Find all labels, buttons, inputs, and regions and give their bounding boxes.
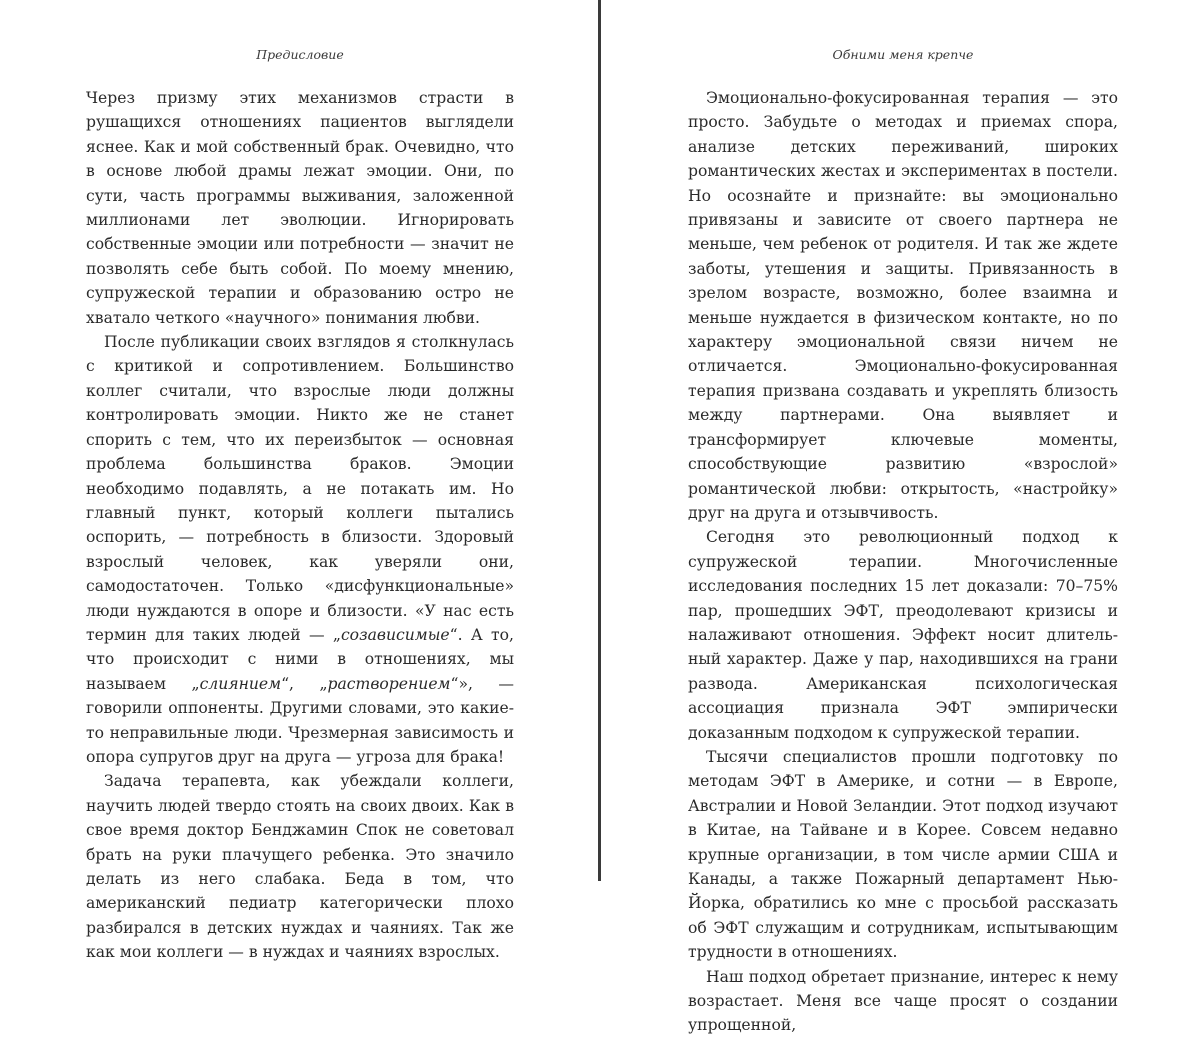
text-run: “», — говорили оппоненты. Другими словами, это какие-то неправильные люди. Чрезмерная зависимость и опора супругов друг на друга — угроза для брака! <box>86 674 514 766</box>
italic-text-run: слиянием <box>199 674 282 693</box>
paragraph <box>86 769 514 964</box>
text-run: “. А то, что происходит с ними в отношениях, мы называем „ <box>86 625 514 693</box>
text-run: Наш подход обретает признание, интерес к нему возрастает. Меня все чаще просят о создании упрощенной, <box>688 967 1118 1035</box>
left-page <box>0 0 598 962</box>
left-page-text <box>86 86 514 965</box>
right-running-head: Обними меня крепче <box>832 47 974 62</box>
text-run: Через призму этих механизмов страсти в рушащихся отношениях пациентов выглядели яснее. Как и мой собственный брак. Очевидно, что в основе любой драмы лежат эмоции. Они, по сути, часть программы выживания, заложенной миллионами лет эволюции. Игнорировать собственные эмоции или потребности — значит не позволять себе быть собой. По моему мнению, супружеской терапии и образованию остро не хватало четкого «научного» понимания любви. <box>86 89 514 327</box>
paragraph <box>688 965 1118 1038</box>
text-run: Сегодня это революционный подход к супружеской терапии. Многочисленные исследования последних 15 лет доказали: 70–75% пар, прошедших ЭФТ, преодолевают кризисы и налаживают отношения. Эффект носит длительный характер. Даже у пар, находившихся на грани развода. Американская психологическая ассоциация признала ЭФТ эмпирически доказанным подходом к супружеской терапии. <box>688 528 1118 742</box>
book-gutter <box>598 0 601 881</box>
right-page <box>602 0 1200 1035</box>
paragraph <box>86 330 514 769</box>
paragraph <box>688 745 1118 965</box>
paragraph <box>688 525 1118 745</box>
italic-text-run: растворением <box>327 674 451 693</box>
right-page-text <box>688 86 1118 1038</box>
left-running-head: Предисловие <box>256 47 344 62</box>
italic-text-run: созависимые <box>340 625 450 644</box>
text-run: Задача терапевта, как убеждали коллеги, научить людей твердо стоять на своих двоих. Как в свое время доктор Бенджамин Спок не советовал брать на руки плачущего ребенка. Это значило делать из него слабака. Беда в том, что американский педиатр категорически плохо разбирался в детских нуждах и чаяниях. Так же как мои коллеги — в нуждах и чаяниях взрослых. <box>86 772 514 962</box>
text-run: После публикации своих взглядов я столкнулась с критикой и сопротивлением. Большинство коллег считали, что взрослые люди должны контролировать эмоции. Никто же не станет спорить с тем, что их переизбыток — основная проблема большинства браков. Эмоции необходимо подавлять, а не потакать им. Но главный пункт, который коллеги пытались оспорить, — потребность в близости. Здоровый взрослый человек, как уверяли они, самодостаточен. Только «дисфункциональные» люди нуждаются в опоре и близости. «У нас есть термин для таких людей — „ <box>86 333 514 644</box>
text-run: Тысячи специалистов прошли подготовку по методам ЭФТ в Америке, и сотни — в Европе, Австралии и Новой Зеландии. Этот подход изучают в Китае, на Тайване и в Корее. Совсем недавно крупные организации, в том числе армии США и Канады, а также Пожарный департамент Нью-Йорка, обратились ко мне с просьбой рассказать об ЭФТ служащим и сотрудникам, испытывающим трудности в отношениях. <box>688 747 1118 962</box>
text-run: Эмоционально-фокусированная терапия — это просто. Забудьте о методах и приемах спора, анализе детских переживаний, широких романтических жестах и экспериментах в постели. Но осознайте и признайте: вы эмоционально привязаны и зависите от своего партнера не меньше, чем ребенок от родителя. И так же ждете заботы, утешения и защиты. Привязанность в зрелом возрасте, возможно, более взаимна и меньше нуждается в физическом контакте, но по характеру эмоциональной связи ничем не отличается. Эмоционально-фокусированная терапия призвана создавать и укреплять близость между партнерами. Она выявляет и трансформирует ключевые моменты, способствующие развитию «взрослой» романтической любви: открытость, «настройку» друг на друга и отзывчивость. <box>688 89 1118 522</box>
paragraph <box>688 86 1118 525</box>
text-run: “, „ <box>281 674 328 693</box>
paragraph <box>86 86 514 330</box>
